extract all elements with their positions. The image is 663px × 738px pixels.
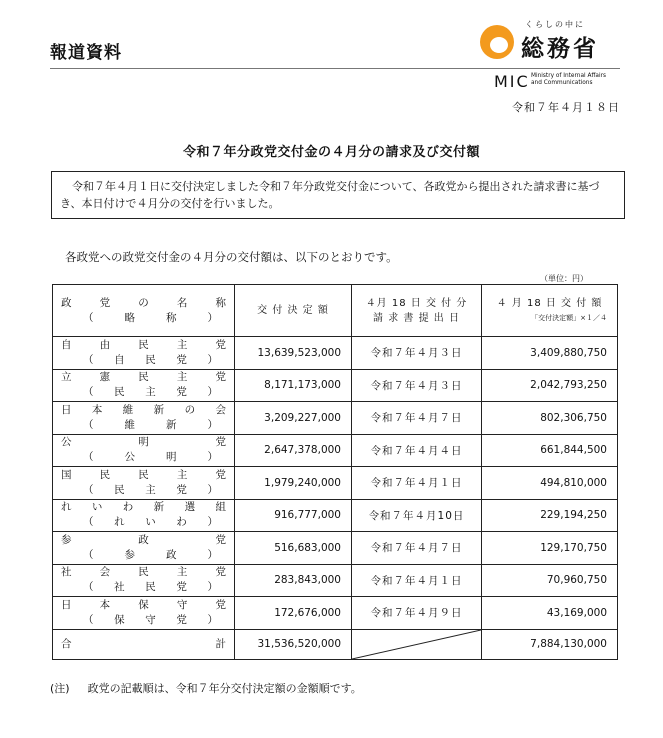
decided-amount-cell: 2,647,378,000 [235,434,352,467]
mic-description: Ministry of Internal Affairs and Communications [531,73,606,86]
decided-amount-cell: 3,209,227,000 [235,402,352,435]
grant-amount-cell: 129,170,750 [482,532,618,565]
request-date-cell: 令和７年４月３日 [352,369,482,402]
grant-amount-cell: 802,306,750 [482,402,618,435]
grant-amount-cell: 229,194,250 [482,499,618,532]
header-grant-amount: ４ 月 18 日 交 付 額 「交付決定額」×１／４ [482,285,618,337]
header-divider [50,68,620,69]
table-row [53,337,618,370]
total-grant-cell: 7,884,130,000 [482,629,618,659]
footnote-text: 政党の記載順は、令和７年分交付決定額の金額順です。 [87,682,362,695]
grant-amount-cell: 43,169,000 [482,597,618,630]
notice-box: 令和７年４月１日に交付決定しました令和７年分政党交付金について、各政党から提出された請求書に基づき、本日付けで４月分の交付を行いました。 [51,171,625,219]
footnote-label: (注) [50,682,70,695]
table-header-row [53,285,618,337]
table-row [53,402,618,435]
decided-amount-cell: 8,171,173,000 [235,369,352,402]
header-decided-amount: 交 付 決 定 額 [235,285,352,337]
grant-amount-cell: 2,042,793,250 [482,369,618,402]
table-row [53,467,618,500]
party-name-cell: 日 本 保 守 党 （ 保 守 党 ） [53,597,235,630]
request-date-cell: 令和７年４月７日 [352,532,482,565]
ministry-logo-icon [480,25,514,59]
footnote [50,680,362,696]
logo-tagline: くらしの中に [525,20,585,29]
decided-amount-cell: 1,979,240,000 [235,467,352,500]
total-label-cell: 合 計 [53,629,235,659]
header-party-name: 政 党 の 名 称 （ 略 称 ） [53,285,235,337]
unit-label: （単位：円） [540,274,588,283]
grant-amount-cell: 661,844,500 [482,434,618,467]
table-row [53,564,618,597]
ministry-logo [477,18,627,68]
total-decided-cell: 31,536,520,000 [235,629,352,659]
party-name-cell: 参 政 党 （ 参 政 ） [53,532,235,565]
request-date-cell: 令和７年４月７日 [352,402,482,435]
grant-amount-cell: 494,810,000 [482,467,618,500]
party-name-cell: 自 由 民 主 党 （ 自 民 党 ） [53,337,235,370]
grant-table [52,284,618,660]
logo-ministry-name: 総務省 [521,36,599,62]
party-name-cell: 立 憲 民 主 党 （ 民 主 党 ） [53,369,235,402]
decided-amount-cell: 13,639,523,000 [235,337,352,370]
table-row [53,369,618,402]
decided-amount-cell: 916,777,000 [235,499,352,532]
request-date-cell: 令和７年４月９日 [352,597,482,630]
header-request-date: ４月 18 日 交 付 分 請 求 書 提 出 日 [352,285,482,337]
request-date-cell: 令和７年４月10日 [352,499,482,532]
mic-abbreviation: MIC [494,72,530,91]
request-date-cell: 令和７年４月１日 [352,467,482,500]
page-title: 令和７年分政党交付金の４月分の請求及び交付額 [182,145,480,160]
party-name-cell: 国 民 民 主 党 （ 民 主 党 ） [53,467,235,500]
total-row [53,629,618,659]
party-name-cell: 社 会 民 主 党 （ 社 民 党 ） [53,564,235,597]
intro-text: 各政党への政党交付金の４月分の交付額は、以下のとおりです。 [65,250,398,264]
press-release-label: 報道資料 [50,43,122,63]
party-name-cell: 公 明 党 （ 公 明 ） [53,434,235,467]
party-name-cell: れ い わ 新 選 組 （ れ い わ ） [53,499,235,532]
request-date-cell: 令和７年４月３日 [352,337,482,370]
request-date-cell: 令和７年４月４日 [352,434,482,467]
request-date-cell: 令和７年４月１日 [352,564,482,597]
party-name-cell: 日 本 維 新 の 会 （ 維 新 ） [53,402,235,435]
grant-amount-cell: 70,960,750 [482,564,618,597]
grant-amount-cell: 3,409,880,750 [482,337,618,370]
decided-amount-cell: 516,683,000 [235,532,352,565]
table-row [53,499,618,532]
table-row [53,532,618,565]
table-row [53,597,618,630]
table-row [53,434,618,467]
decided-amount-cell: 172,676,000 [235,597,352,630]
decided-amount-cell: 283,843,000 [235,564,352,597]
release-date: 令和７年４月１８日 [512,101,620,114]
total-date-empty-cell [352,629,482,659]
